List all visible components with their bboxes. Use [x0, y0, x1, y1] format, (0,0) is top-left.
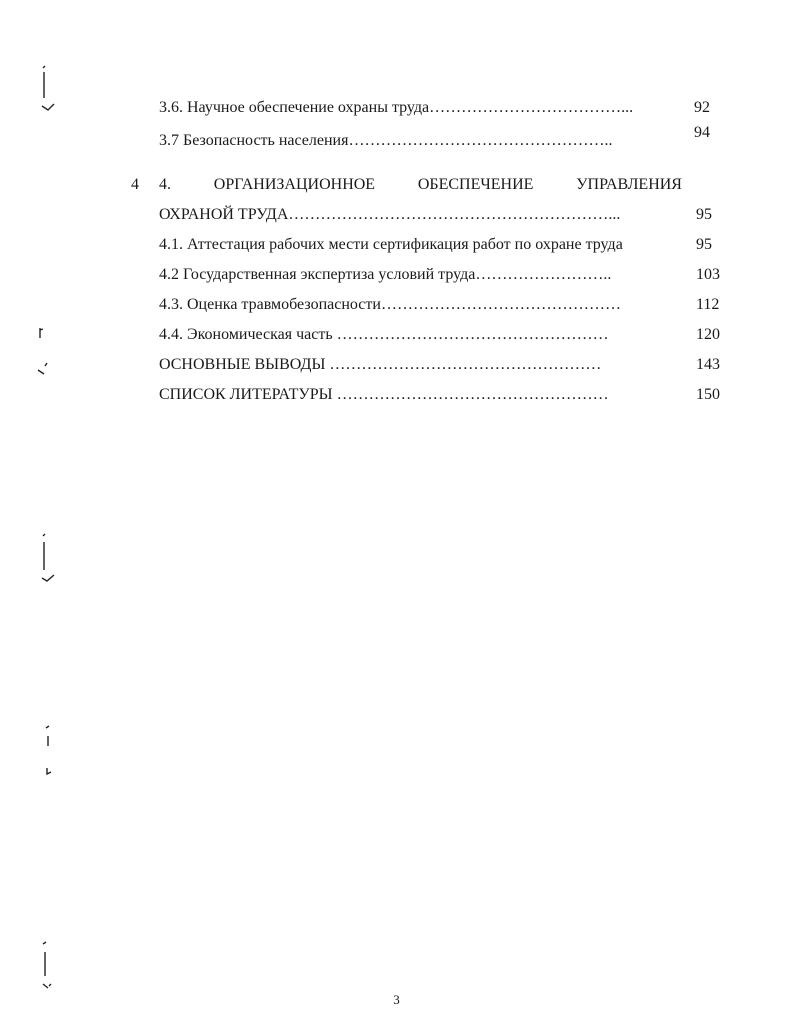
toc-entry-4-3	[159, 296, 621, 314]
toc-entry-references	[159, 386, 609, 404]
toc-entry-page: 143	[696, 356, 720, 373]
section-4-word: ОРГАНИЗАЦИОННОЕ	[213, 176, 376, 193]
page-number: 3	[393, 992, 400, 1007]
section-4-word: УПРАВЛЕНИЯ	[576, 176, 682, 193]
toc-entry-text: ОСНОВНЫЕ ВЫВОДЫ ……………………………………………	[159, 356, 602, 373]
toc-entry-text: 3.7 Безопасность населения…………………………………………..	[159, 132, 613, 149]
toc-entry-4-2	[159, 266, 611, 284]
toc-entry-text: СПИСОК ЛИТЕРАТУРЫ ……………………………………………	[159, 386, 609, 403]
toc-entry-page: 112	[696, 296, 720, 313]
scan-artifact-mark	[36, 940, 60, 996]
toc-entry-page: 92	[694, 99, 710, 116]
toc-entry-4-heading-cont	[159, 206, 620, 224]
toc-entry-text: ОХРАНОЙ ТРУДА……………………………………………………...	[159, 206, 621, 223]
toc-entry-3-7	[159, 132, 612, 150]
toc-entry-4-1	[159, 236, 623, 254]
toc-entry-page: 103	[696, 266, 720, 283]
toc-entry-text: 4.2 Государственная экспертиза условий труда……………………..	[159, 266, 612, 283]
toc-entry-page: 94	[694, 124, 710, 141]
section-4-word: ОБЕСПЕЧЕНИЕ	[417, 176, 534, 193]
section-margin-number: 4	[131, 176, 139, 193]
scan-artifact-mark	[36, 532, 60, 588]
toc-entry-page: 95	[696, 206, 712, 223]
toc-entry-3-6	[159, 99, 633, 117]
toc-entry-text: 4.4. Экономическая часть ……………………………………………	[159, 326, 609, 343]
section-4-word: 4.	[159, 176, 171, 193]
toc-entry-text: 4.3. Оценка травмобезопасности………………………………………	[159, 296, 621, 313]
scan-artifact-mark	[36, 64, 60, 120]
toc-entry-page: 150	[696, 386, 720, 403]
toc-entry-conclusions	[159, 356, 601, 374]
toc-entry-page: 95	[696, 236, 712, 253]
toc-entry-text: 4.1. Аттестация рабочих мести сертификация работ по охране труда	[159, 236, 623, 253]
scan-artifact-mark	[38, 724, 62, 780]
toc-entry-text: 3.6. Научное обеспечение охраны труда………………………………...	[159, 99, 634, 116]
scan-artifact-mark	[34, 324, 58, 384]
toc-entry-page: 120	[696, 326, 720, 343]
section-4-heading	[159, 176, 682, 194]
toc-entry-4-4	[159, 326, 609, 344]
